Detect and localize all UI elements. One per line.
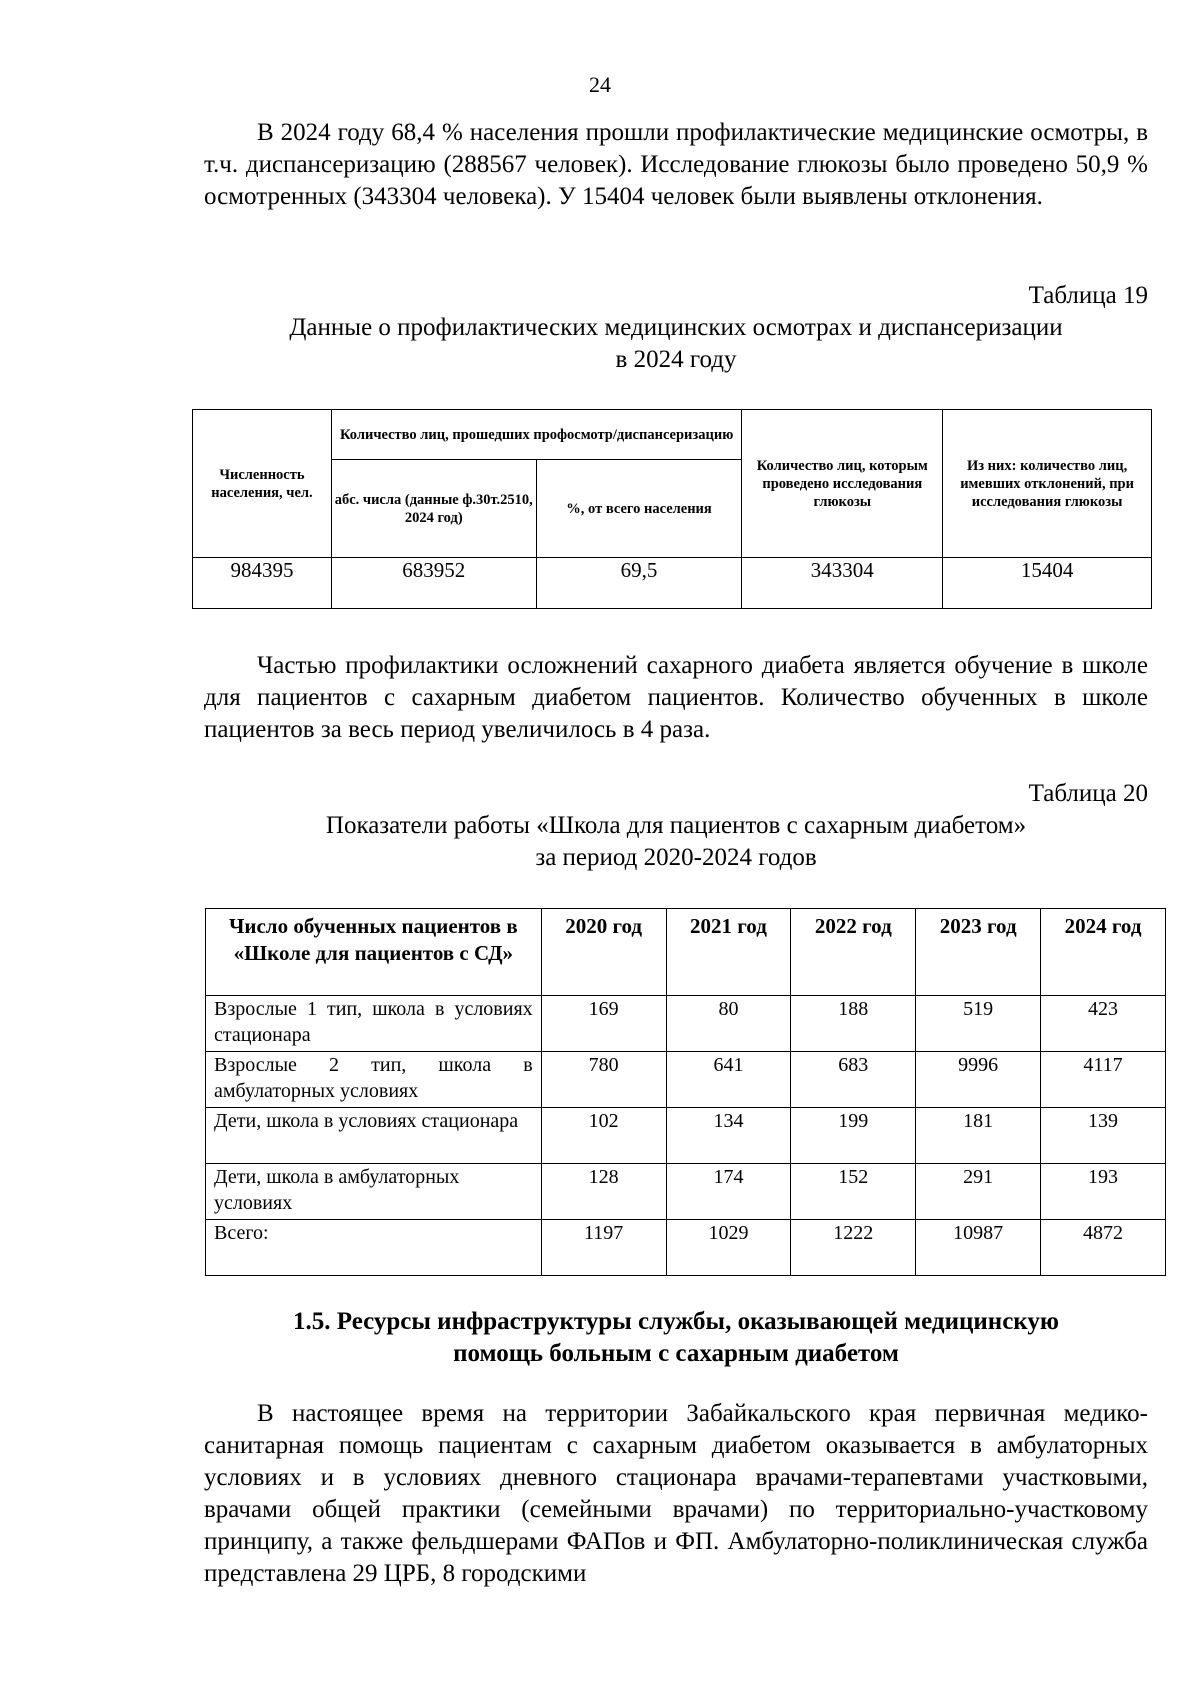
cell-value: 152 — [791, 1164, 916, 1220]
cell-value: 139 — [1041, 1108, 1166, 1164]
cell-value: 291 — [916, 1164, 1041, 1220]
cell-glucose: 343304 — [742, 558, 943, 609]
cell-absolute: 683952 — [331, 558, 536, 609]
cell-value: 1029 — [666, 1220, 791, 1276]
page-number: 24 — [589, 72, 611, 97]
cell-deviations: 15404 — [943, 558, 1152, 609]
header-year-2023: 2023 год — [916, 909, 1041, 996]
cell-value: 683 — [791, 1052, 916, 1108]
table-19-caption-line1: Данные о профилактических медицинских осмотрах и диспансеризации — [289, 314, 1063, 341]
header-year-2024: 2024 год — [1041, 909, 1166, 996]
cell-value: 188 — [791, 996, 916, 1052]
cell-value: 193 — [1041, 1164, 1166, 1220]
cell-value: 1197 — [541, 1220, 666, 1276]
cell-population: 984395 — [193, 558, 332, 609]
cell-value: 4872 — [1041, 1220, 1166, 1276]
section-heading-line1: 1.5. Ресурсы инфраструктуры службы, оказывающей медицинскую — [293, 1308, 1059, 1335]
table-20-school — [205, 908, 1166, 1276]
cell-value: 641 — [666, 1052, 791, 1108]
row-label: Взрослые 2 тип, школа в амбулаторных условиях — [206, 1052, 542, 1108]
paragraph-school-intro: Частью профилактики осложнений сахарного диабета является обучение в школе для пациентов с сахарным диабетом пациентов. Количество обученных в школе пациентов за весь период увеличилось в 4 раза. — [204, 652, 1148, 743]
cell-value: 134 — [666, 1108, 791, 1164]
header-trained-patients: Число обученных пациентов в «Школе для пациентов с СД» — [206, 909, 542, 996]
section-heading-line2: помощь больным с сахарным диабетом — [453, 1340, 899, 1367]
header-deviations: Из них: количество лиц, имевших отклонений, при исследования глюкозы — [943, 410, 1152, 558]
row-label: Дети, школа в условиях стационара — [206, 1108, 542, 1164]
row-label: Всего: — [206, 1220, 542, 1276]
table-20-caption-line1: Показатели работы «Школа для пациентов с сахарным диабетом» — [325, 812, 1027, 839]
table-19-screening — [192, 409, 1152, 609]
cell-value: 181 — [916, 1108, 1041, 1164]
header-percent-population: %, от всего населения — [536, 460, 742, 558]
header-absolute-numbers: абс. числа (данные ф.30т.2510, 2024 год) — [331, 460, 536, 558]
cell-percent: 69,5 — [536, 558, 742, 609]
table-19-caption-line2: в 2024 году — [615, 346, 737, 373]
table-19-label: Таблица 19 — [1028, 282, 1148, 309]
table-row — [193, 558, 1152, 609]
cell-value: 199 — [791, 1108, 916, 1164]
header-year-2021: 2021 год — [666, 909, 791, 996]
row-label: Взрослые 1 тип, школа в условиях стационара — [206, 996, 542, 1052]
table-row — [206, 1108, 1166, 1164]
table-20-label: Таблица 20 — [1028, 780, 1148, 807]
cell-value: 519 — [916, 996, 1041, 1052]
cell-value: 1222 — [791, 1220, 916, 1276]
cell-value: 169 — [541, 996, 666, 1052]
table-row — [206, 1052, 1166, 1108]
table-row-total — [206, 1220, 1166, 1276]
paragraph-screening-intro: В 2024 году 68,4 % населения прошли профилактические медицинские осмотры, в т.ч. диспансеризацию (288567 человек). Исследование глюкозы было проведено 50,9 % осмотренных (343304 человека). У 15404 человек были выявлены отклонения. — [204, 119, 1148, 210]
cell-value: 423 — [1041, 996, 1166, 1052]
cell-value: 102 — [541, 1108, 666, 1164]
header-screened-group: Количество лиц, прошедших профосмотр/диспансеризацию — [331, 410, 742, 460]
cell-value: 174 — [666, 1164, 791, 1220]
table-row — [206, 996, 1166, 1052]
cell-value: 80 — [666, 996, 791, 1052]
table-row — [206, 1164, 1166, 1220]
header-year-2020: 2020 год — [541, 909, 666, 996]
cell-value: 9996 — [916, 1052, 1041, 1108]
cell-value: 128 — [541, 1164, 666, 1220]
header-population: Численность населения, чел. — [193, 410, 332, 558]
row-label: Дети, школа в амбулаторных условиях — [206, 1164, 542, 1220]
cell-value: 10987 — [916, 1220, 1041, 1276]
cell-value: 780 — [541, 1052, 666, 1108]
cell-value: 4117 — [1041, 1052, 1166, 1108]
table-20-caption-line2: за период 2020-2024 годов — [535, 844, 817, 871]
header-glucose-tested: Количество лиц, которым проведено исследования глюкозы — [742, 410, 943, 558]
paragraph-infrastructure: В настоящее время на территории Забайкальского края первичная медико-санитарная помощь пациентам с сахарным диабетом оказывается в амбулаторных условиях и в условиях дневного стационара врачами-терапевтами участковыми, врачами общей практики (семейными врачами) по территориально-участковому принципу, а также фельдшерами ФАПов и ФП. Амбулаторно-поликлиническая служба представлена 29 ЦРБ, 8 городскими — [204, 1400, 1148, 1587]
header-year-2022: 2022 год — [791, 909, 916, 996]
